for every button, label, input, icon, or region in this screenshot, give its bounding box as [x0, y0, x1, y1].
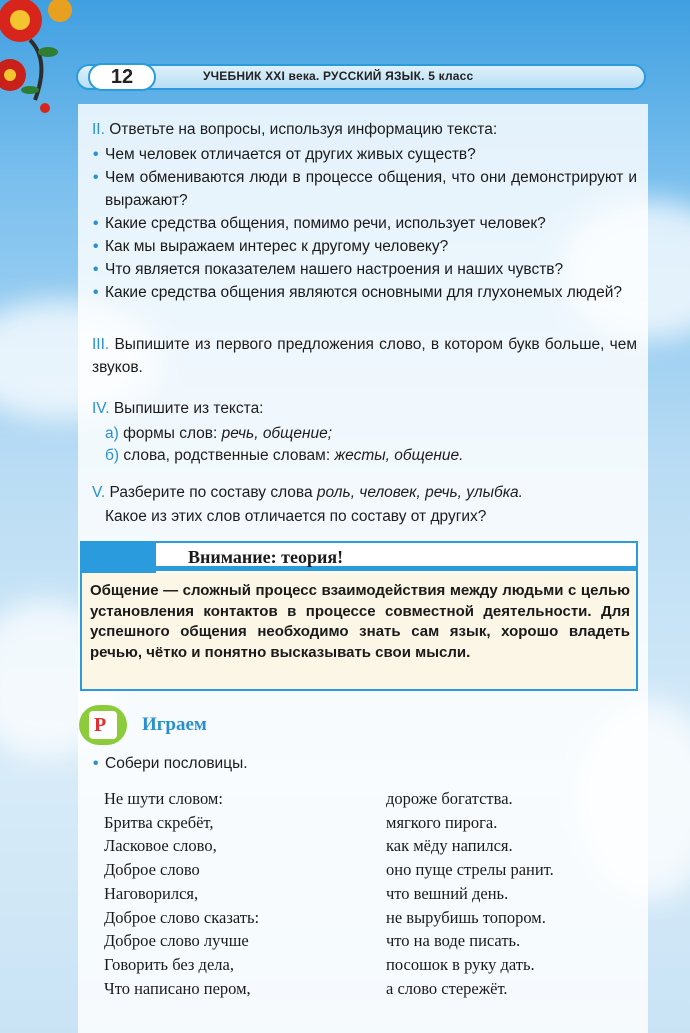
proverb-end: посошок в руку дать. — [386, 954, 535, 974]
theory-text: Общение — сложный процесс взаимодействия между людьми с целью установления контактов в процессе совместной деятельности. Для успешного общения необходимо знать сам язык, хорошо владеть речью, чётко и понятно высказывать свои мысли. — [90, 582, 630, 661]
theory-box — [80, 541, 638, 691]
proverb-end: что вешний день. — [386, 883, 509, 903]
question-1: • Чем человек отличается от других живых существ? — [93, 146, 476, 163]
proverb-start: Бритва скребёт, — [104, 812, 214, 832]
page-header — [76, 64, 646, 90]
theory-header — [82, 543, 636, 573]
proverb-start: Доброе слово лучше — [104, 931, 249, 951]
question-2: • Чем обмениваются люди в процессе общения, что они демонстрируют и выражают? — [93, 169, 637, 209]
game-title: Играем — [142, 714, 207, 735]
proverbs-left-column — [104, 787, 259, 1000]
game-instruction: • Собери пословицы. — [93, 755, 248, 772]
task4-heading: IV. Выпишите из текста: — [92, 400, 264, 417]
proverb-end: как мёду напился. — [386, 836, 513, 856]
proverb-start: Доброе слово сказать: — [104, 907, 260, 927]
task2-text: Ответьте на вопросы, используя информацию текста: — [109, 121, 498, 138]
proverb-end: что на воде писать. — [386, 931, 521, 951]
task2-number: II. — [92, 121, 105, 138]
proverb-start: Что написано пером, — [104, 978, 251, 998]
proverb-start: Наговорился, — [104, 883, 199, 903]
proverb-start: Ласковое слово, — [104, 836, 217, 856]
question-6: • Какие средства общения являются основными для глухонемых людей? — [93, 284, 623, 301]
theory-title: Внимание: теория! — [188, 547, 344, 567]
proverb-start: Не шути словом: — [104, 789, 223, 808]
page-number: 12 — [88, 63, 156, 91]
proverb-end: а слово стережёт. — [386, 978, 508, 998]
task5-question: Какое из этих слов отличается по составу от других? — [105, 508, 487, 525]
task2-heading — [92, 118, 497, 141]
task3: III. Выпишите из первого предложения слово, в котором букв больше, чем звуков. — [92, 336, 638, 376]
question-4: • Как мы выражаем интерес к другому человеку? — [93, 238, 449, 255]
proverbs-right-column — [386, 787, 554, 1000]
question-5: • Что является показателем нашего настроения и наших чувств? — [93, 261, 564, 278]
book-title: УЧЕБНИК XXI века. РУССКИЙ ЯЗЫК. 5 класс — [203, 69, 474, 83]
proverb-end: дороже богатства. — [386, 789, 513, 808]
game-icon: Р — [79, 705, 127, 745]
task4-b: б) слова, родственные словам: жесты, общение. — [105, 447, 464, 464]
proverb-start: Говорить без дела, — [104, 954, 234, 974]
task4-a: а) формы слов: речь, общение; — [105, 425, 333, 442]
question-3: • Какие средства общения, помимо речи, использует человек? — [93, 215, 546, 232]
floral-ornament-icon — [0, 0, 85, 130]
proverb-start: Доброе слово — [104, 860, 200, 880]
proverb-end: не вырубишь топором. — [386, 907, 546, 927]
proverb-end: мягкого пирога. — [386, 812, 498, 832]
proverb-end: оно пуще стрелы ранит. — [386, 860, 554, 880]
task5: V. Разберите по составу слова роль, человек, речь, улыбка. — [92, 484, 523, 501]
